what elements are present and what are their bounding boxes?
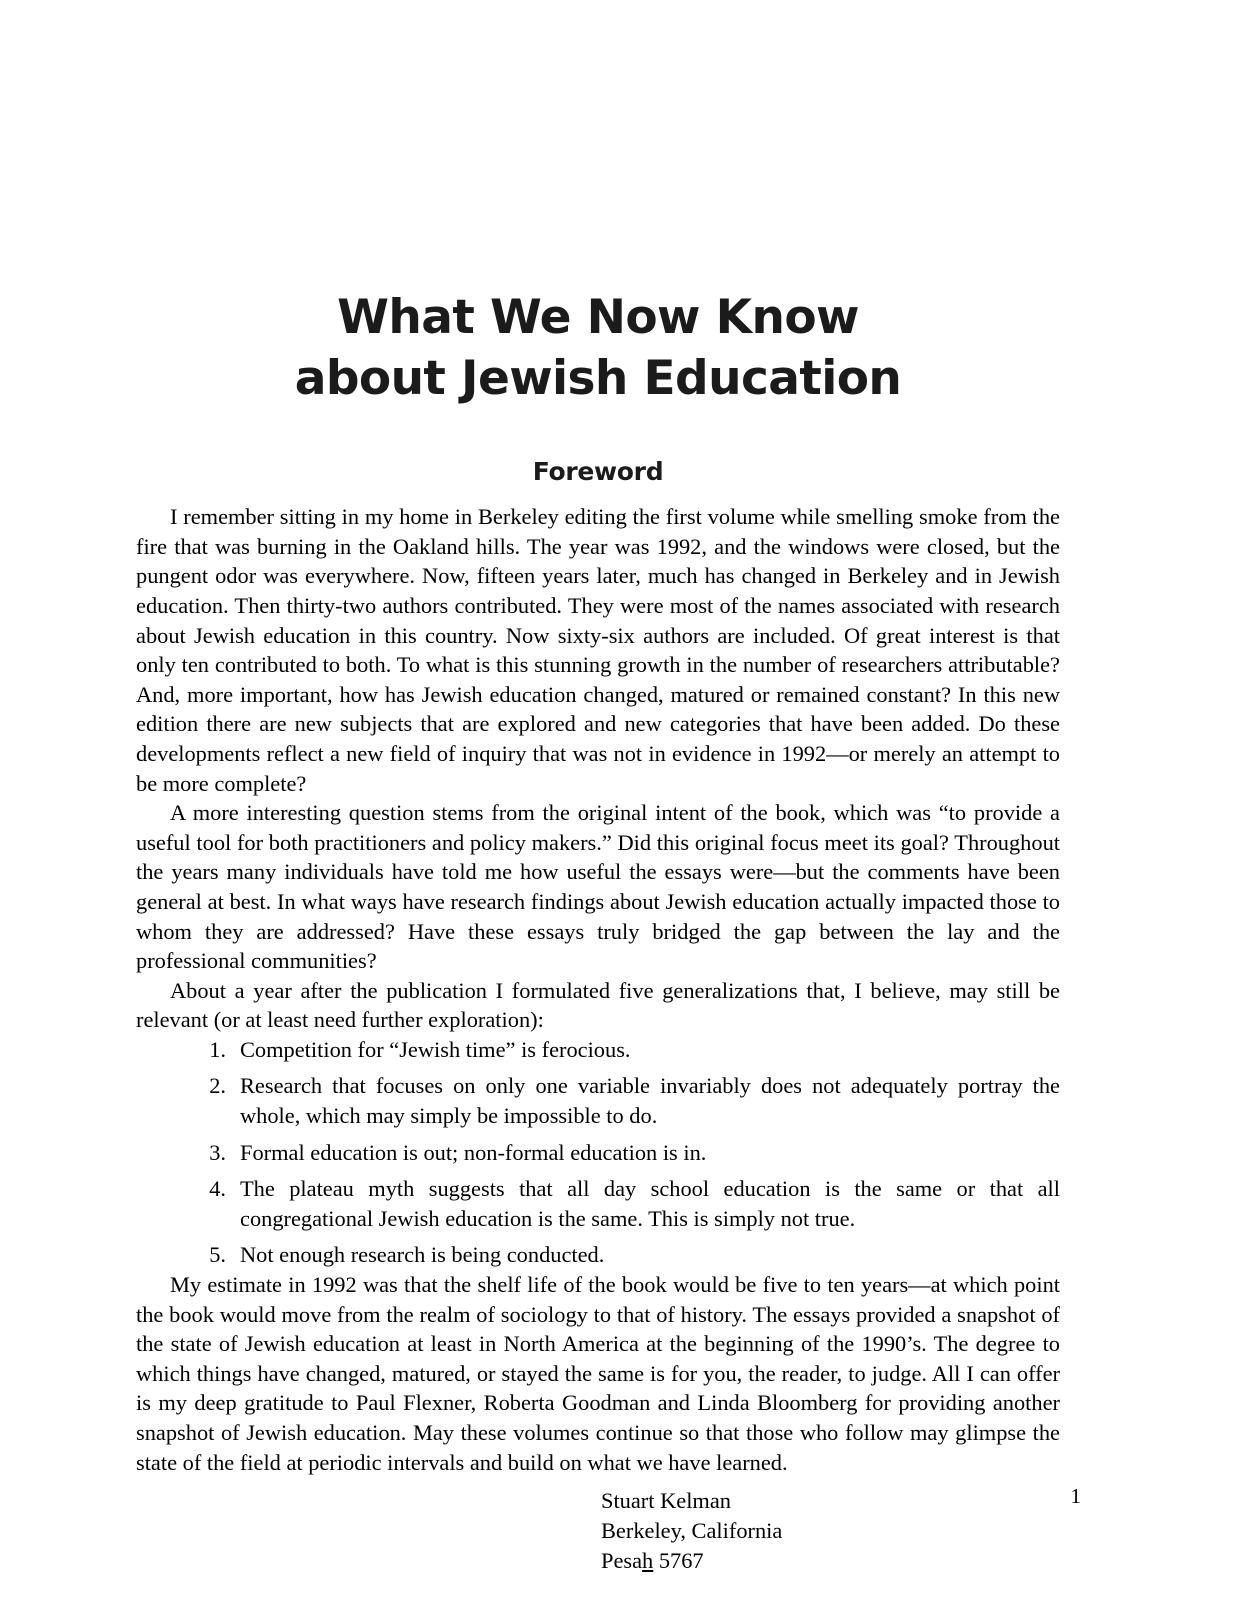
list-item-text: Not enough research is being conducted. [240,1242,605,1268]
signature-date-suffix: 5767 [653,1548,704,1574]
closing-paragraph: My estimate in 1992 was that the shelf life of the book would be five to ten years—at which point the book would move from the realm of sociology to that of history. The essays provided a snapshot of the state of Jewish education at least in North America at the beginning of the 1990’s. The degree to which things have changed, matured, or stayed the same is for you, the reader, to judge. All I can offer is my deep gratitude to Paul Flexner, Roberta Goodman and Linda Bloomberg for providing another snapshot of Jewish education. May these volumes continue so that those who follow may glimpse the state of the field at periodic intervals and build on what we have learned. [136,1272,1060,1475]
list-item-number: 4. [209,1176,226,1202]
page-content-column [136,0,1060,1576]
book-title-line-1: What We Now Know [337,290,859,345]
list-item [136,1174,1060,1233]
paragraph-1: I remember sitting in my home in Berkeley editing the first volume while smelling smoke from the fire that was burning in the Oakland hills. The year was 1992, and the windows were closed, but the pungent odor was everywhere. Now, fifteen years later, much has changed in Berkeley and in Jewish education. Then thirty-two authors contributed. They were most of the names associated with research about Jewish education in this country. Now sixty-six authors are included. Of great interest is that only ten contributed to both. To what is this stunning growth in the number of researchers attributable? And, more important, how has Jewish education changed, matured or remained constant? In this new edition there are new subjects that are explored and new categories that have been added. Do these developments reflect a new field of inquiry that was not in evidence in 1992—or merely an attempt to be more complete? [136,504,1060,796]
signature-date-underlined-letter: h [642,1548,654,1574]
signature-block [136,1477,1060,1576]
list-item-text: Research that focuses on only one variable invariably does not adequately portray the whole, which may simply be impossible to do. [240,1073,1060,1129]
paragraph-3: About a year after the publication I formulated five generalizations that, I believe, may still be relevant (or at least need further exploration): [136,977,1060,1033]
paragraph-2: A more interesting question stems from the original intent of the book, which was “to provide a useful tool for both practitioners and policy makers.” Did this original focus meet its goal? Throughout the years many individuals have told me how useful the essays were—but the comments have been general at best. In what ways have research findings about Jewish education actually impacted those to whom they are addressed? Have these essays truly bridged the gap between the lay and the professional communities? [136,800,1060,974]
signature-location: Berkeley, California [601,1518,783,1544]
list-item-number: 3. [209,1139,226,1165]
list-item-number: 2. [209,1073,226,1099]
list-item-text: Competition for “Jewish time” is ferocious. [240,1036,631,1062]
list-item [136,1071,1060,1130]
section-heading-foreword: Foreword [532,457,664,487]
list-item [136,1138,1060,1168]
signature-name: Stuart Kelman [601,1488,731,1514]
book-title-line-2: about Jewish Education [294,351,902,407]
list-item-number: 5. [209,1242,226,1268]
list-item [136,1240,1060,1270]
foreword-body [136,486,1060,1477]
list-item-text: The plateau myth suggests that all day school education is the same or that all congregational Jewish education is the same. This is simply not true. [240,1176,1060,1231]
list-item-number: 1. [209,1036,226,1062]
list-item [136,1035,1060,1065]
signature-date-prefix: Pesa [601,1548,643,1574]
page-number: 1 [1070,1484,1081,1508]
book-title [136,0,1060,409]
list-item-text: Formal education is out; non-formal education is in. [240,1139,707,1165]
generalizations-list [136,1035,1060,1270]
signature-date [601,1546,1060,1576]
